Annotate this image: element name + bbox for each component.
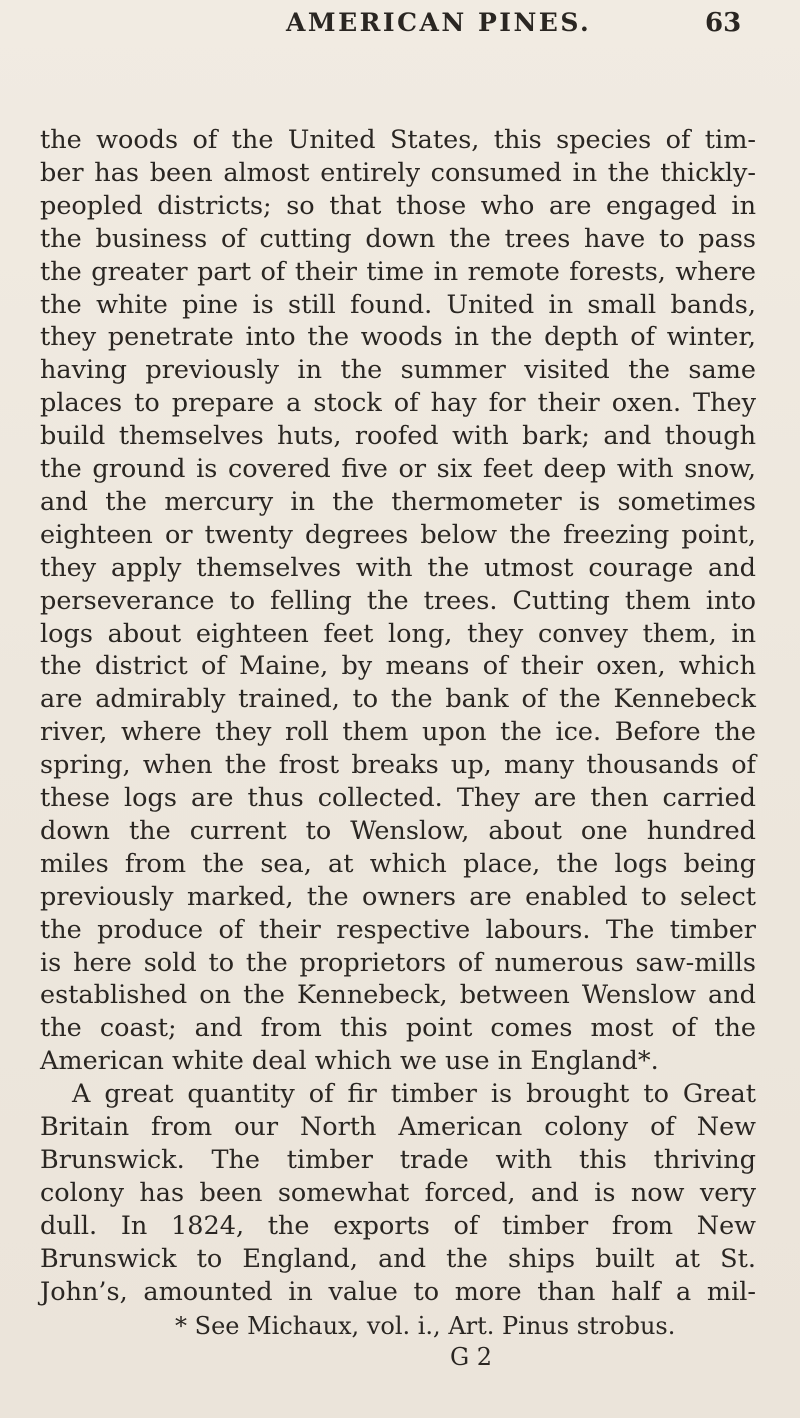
text-line: places to prepare a stock of hay for their oxen. They <box>40 388 756 418</box>
text-line: the coast; and from this point comes most of the <box>40 1013 756 1043</box>
text-line: the greater part of their time in remote forests, where <box>40 257 756 287</box>
text-line: miles from the sea, at which place, the logs being <box>40 849 756 879</box>
text-line: the white pine is still found. United in small bands, <box>40 290 756 320</box>
text-line: Brunswick to England, and the ships built at St. <box>40 1244 756 1274</box>
text-line: the ground is covered five or six feet deep with snow, <box>40 454 756 484</box>
text-line: spring, when the frost breaks up, many thousands of <box>40 750 756 780</box>
text-line: perseverance to felling the trees. Cutting them into <box>40 586 756 616</box>
page-number: 63 <box>705 8 742 38</box>
text-line: build themselves huts, roofed with bark; and though <box>40 421 756 451</box>
text-line: John’s, amounted in value to more than half a mil- <box>40 1277 756 1307</box>
text-line: the produce of their respective labours. The timber <box>40 915 756 945</box>
text-line: dull. In 1824, the exports of timber from New <box>40 1211 756 1241</box>
footnote: * See Michaux, vol. i., Art. Pinus strobus. <box>175 1312 676 1340</box>
text-line: these logs are thus collected. They are then carried <box>40 783 756 813</box>
text-line: peopled districts; so that those who are engaged in <box>40 191 756 221</box>
text-line: river, where they roll them upon the ice. Before the <box>40 717 756 747</box>
text-line: the woods of the United States, this species of tim- <box>40 125 756 155</box>
text-line: the district of Maine, by means of their oxen, which <box>40 651 756 681</box>
text-line: Britain from our North American colony of New <box>40 1112 756 1142</box>
text-line: ber has been almost entirely consumed in the thickly- <box>40 158 756 188</box>
text-line: they apply themselves with the utmost courage and <box>40 553 756 583</box>
running-head <box>0 8 800 48</box>
text-line: colony has been somewhat forced, and is now very <box>40 1178 756 1208</box>
text-line: A great quantity of fir timber is brought to Great <box>72 1079 756 1109</box>
text-line: previously marked, the owners are enabled to select <box>40 882 756 912</box>
text-line: are admirably trained, to the bank of the Kennebeck <box>40 684 756 714</box>
text-line: and the mercury in the thermometer is sometimes <box>40 487 756 517</box>
text-line: logs about eighteen feet long, they convey them, in <box>40 619 756 649</box>
text-line: eighteen or twenty degrees below the freezing point, <box>40 520 756 550</box>
text-line: having previously in the summer visited the same <box>40 355 756 385</box>
text-line: the business of cutting down the trees have to pass <box>40 224 756 254</box>
text-line: Brunswick. The timber trade with this thriving <box>40 1145 756 1175</box>
text-line: established on the Kennebeck, between Wenslow and <box>40 980 756 1010</box>
text-line: American white deal which we use in England*. <box>40 1046 659 1076</box>
text-line: down the current to Wenslow, about one hundred <box>40 816 756 846</box>
text-line: is here sold to the proprietors of numerous saw-mills <box>40 948 756 978</box>
running-title: AMERICAN PINES. <box>286 8 592 37</box>
text-line: they penetrate into the woods in the depth of winter, <box>40 322 756 352</box>
signature-mark: G 2 <box>450 1343 493 1371</box>
